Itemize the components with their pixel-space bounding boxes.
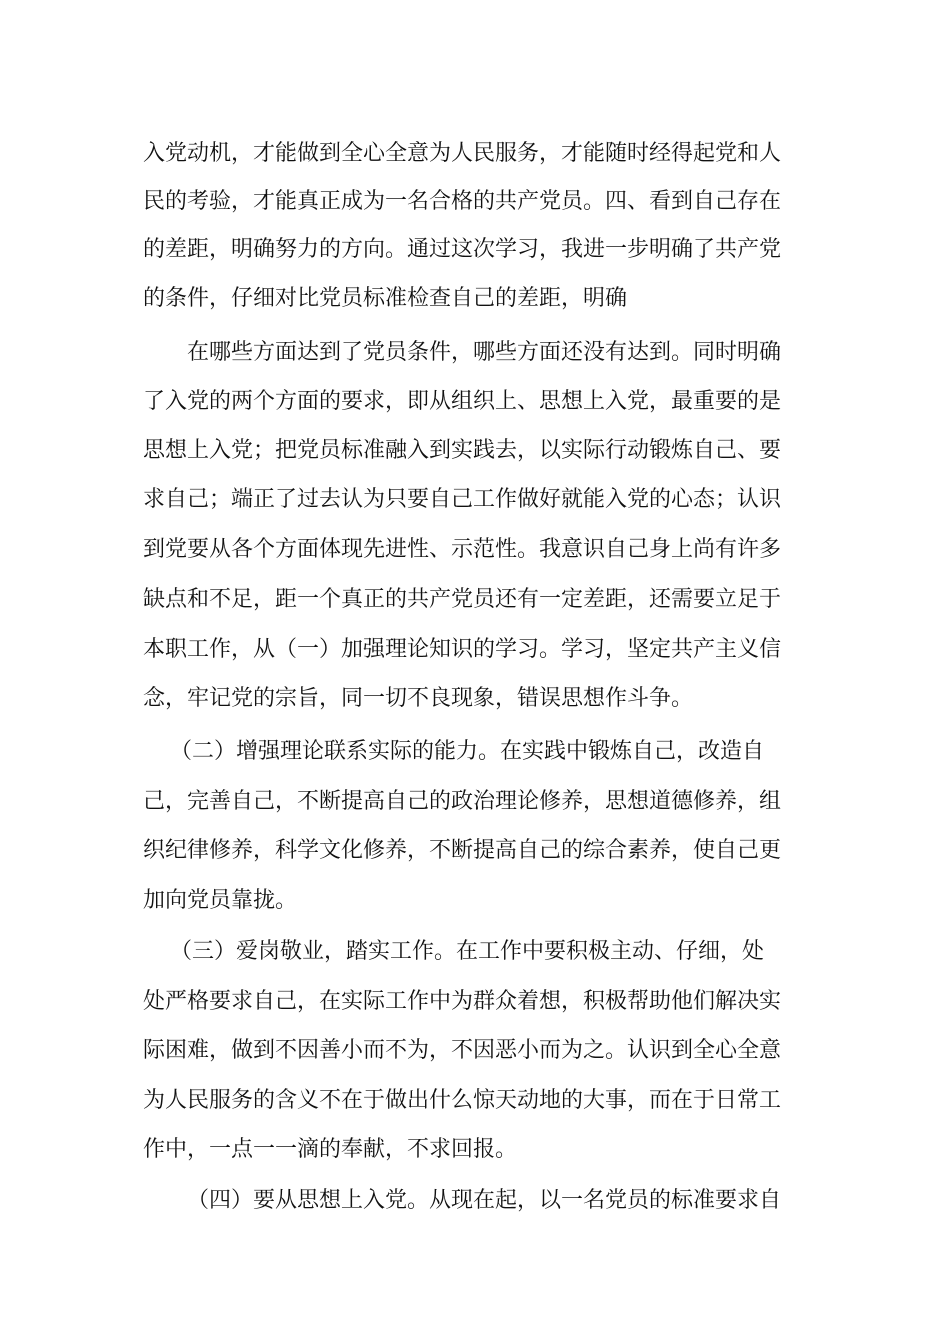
text-line: 念，牢记党的宗旨，同一切不良现象，错误思想作斗争。 [143, 686, 694, 711]
text-line: 到党要从各个方面体现先进性、示范性。我意识自己身上尚有许多 [143, 537, 782, 562]
text-line: 处严格要求自己，在实际工作中为群众着想，积极帮助他们解决实 [143, 989, 782, 1014]
text-line: 求自己；端正了过去认为只要自己工作做好就能入党的心态；认识 [143, 487, 782, 512]
text-line: 加向党员靠拢。 [143, 888, 298, 913]
text-line: 民的考验，才能真正成为一名合格的共产党员。四、看到自己存在 [143, 189, 782, 214]
text-line: 为人民服务的含义不在于做出什么惊天动地的大事，而在于日常工 [143, 1088, 782, 1113]
paragraph-first-line: （三）爱岗敬业，踏实工作。在工作中要积极主动、仔细，处 [170, 939, 765, 964]
text-line: 缺点和不足，距一个真正的共产党员还有一定差距，还需要立足于 [143, 587, 782, 612]
text-line: 作中，一点一一滴的奉献，不求回报。 [143, 1137, 518, 1162]
text-line: 的差距，明确努力的方向。通过这次学习，我进一步明确了共产党 [143, 237, 782, 262]
text-line: 织纪律修养，科学文化修养，不断提高自己的综合素养，使自己更 [143, 838, 782, 863]
text-line: 本职工作，从（一）加强理论知识的学习。学习，坚定共产主义信 [143, 637, 782, 662]
text-line: 的条件，仔细对比党员标准检查自己的差距，明确 [143, 286, 628, 311]
text-line: 际困难，做到不因善小而不为，不因恶小而为之。认识到全心全意 [143, 1038, 782, 1063]
paragraph-first-line: （二）增强理论联系实际的能力。在实践中锻炼自己，改造自 [170, 739, 765, 764]
text-line: 了入党的两个方面的要求，即从组织上、思想上入党，最重要的是 [143, 389, 782, 414]
text-line: 思想上入党；把党员标准融入到实践去，以实际行动锻炼自己、要 [143, 438, 782, 463]
text-line: 入党动机，才能做到全心全意为人民服务，才能随时经得起党和人 [143, 141, 782, 166]
paragraph-first-line: （四）要从思想上入党。从现在起，以一名党员的标准要求自 [187, 1188, 782, 1213]
text-line: 己，完善自己，不断提高自己的政治理论修养，思想道德修养，组 [143, 789, 782, 814]
paragraph-first-line: 在哪些方面达到了党员条件，哪些方面还没有达到。同时明确 [187, 340, 782, 365]
